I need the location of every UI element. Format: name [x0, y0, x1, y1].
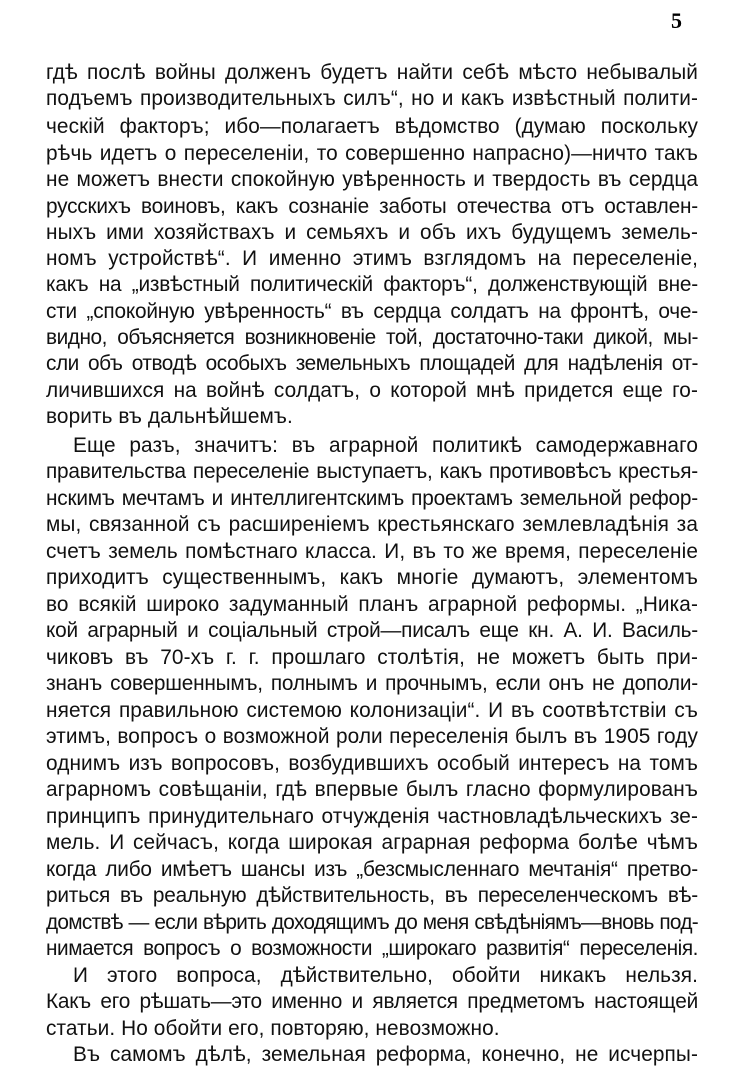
text-line: знанъ совершеннымъ, полнымъ и прочнымъ, если онъ не дополи-: [46, 672, 698, 695]
text-line: видно, объясняется возникновеніе той, достаточно-таки дикой, мы-: [46, 326, 698, 349]
text-line: мель. И сейчасъ, когда широкая аграрная реформа болѣе чѣмъ: [46, 831, 698, 854]
text-line: приходитъ существеннымъ, какъ многіе думаютъ, элементомъ: [46, 566, 698, 589]
text-line: сти „спокойную увѣренность“ въ сердца солдатъ на фронтѣ, оче-: [46, 300, 698, 323]
text-line: какъ на „извѣстный политическій факторъ“, долженствующій вне-: [46, 273, 698, 296]
text-line: нскимъ мечтамъ и интеллигентскимъ проектамъ земельной рефор-: [46, 487, 698, 510]
text-line: номъ устройствѣ“. И именно этимъ взглядомъ на переселеніе,: [46, 247, 698, 270]
text-line: не можетъ внести спокойную увѣренность и твердость въ сердца: [46, 168, 698, 191]
text-line: когда либо имѣетъ шансы изъ „безсмысленнаго мечтанія“ претво-: [46, 858, 698, 881]
text-line: ческій факторъ; ибо—полагаетъ вѣдомство (думаю поскольку: [46, 115, 698, 138]
text-line: во всякій широко задуманный планъ аграрной реформы. „Ника-: [46, 593, 698, 616]
text-line: кой аграрный и соціальный строй—писалъ еще кн. А. И. Василь-: [46, 619, 698, 642]
text-line: принципъ принудительнаго отчужденія частновладѣльческихъ зе-: [46, 805, 698, 828]
text-line: риться въ реальную дѣйствительность, въ переселенческомъ вѣ-: [46, 884, 698, 907]
text-line: няется правильною системою колонизаціи“. И въ соотвѣтствіи съ: [46, 699, 698, 722]
text-line: аграрномъ совѣщаніи, гдѣ впервые былъ гласно формулированъ: [46, 778, 698, 801]
text-line: И этого вопроса, дѣйствительно, обойти никакъ нельзя.: [73, 964, 698, 987]
text-line: личившихся на войнѣ солдатъ, о которой мнѣ придется еще го-: [46, 379, 698, 402]
text-line: этимъ, вопросъ о возможной роли переселенія былъ въ 1905 году: [46, 725, 698, 748]
text-line: однимъ изъ вопросовъ, возбудившихъ особый интересъ на томъ: [46, 752, 698, 775]
text-line: домствѣ — если вѣрить доходящимъ до меня свѣдѣніямъ—вновь под-: [46, 911, 698, 934]
text-line: статьи. Но обойти его, повторяю, невозможно.: [46, 1017, 500, 1040]
text-line: русскихъ воиновъ, какъ сознаніе заботы отечества отъ оставлен-: [46, 195, 698, 218]
text-line: правительства переселеніе выступаетъ, какъ противовѣсъ крестья-: [46, 460, 698, 483]
text-line: Еще разъ, значитъ: въ аграрной политикѣ самодержавнаго: [73, 434, 698, 457]
text-line: ныхъ ими хозяйствахъ и семьяхъ и объ ихъ будущемъ земель-: [46, 221, 698, 244]
text-line: мы, связанной съ расширеніемъ крестьянскаго землевладѣнія за: [46, 513, 698, 536]
text-line: ворить въ дальнѣйшемъ.: [46, 405, 293, 428]
text-line: чиковъ въ 70-хъ г. г. прошлаго столѣтія, не можетъ быть при-: [46, 646, 698, 669]
text-line: сли объ отводѣ особыхъ земельныхъ площадей для надѣленія от-: [46, 352, 698, 375]
text-line: подъемъ производительныхъ силъ“, но и какъ извѣстный полити-: [46, 87, 698, 110]
text-line: гдѣ послѣ войны долженъ будетъ найти себѣ мѣсто небывалый: [46, 61, 698, 84]
text-line: нимается вопросъ о возможности „широкаго развитія“ переселенія.: [46, 937, 698, 960]
page-number: 5: [671, 8, 682, 33]
text-line: счетъ земель помѣстнаго класса. И, въ то же время, переселеніе: [46, 540, 698, 563]
text-line: Какъ его рѣшать—это именно и является предметомъ настоящей: [46, 990, 698, 1013]
text-line: Въ самомъ дѣлѣ, земельная реформа, конечно, не исчерпы-: [73, 1043, 698, 1066]
text-line: рѣчь идетъ о переселеніи, то совершенно напрасно)—ничто такъ: [46, 142, 698, 165]
